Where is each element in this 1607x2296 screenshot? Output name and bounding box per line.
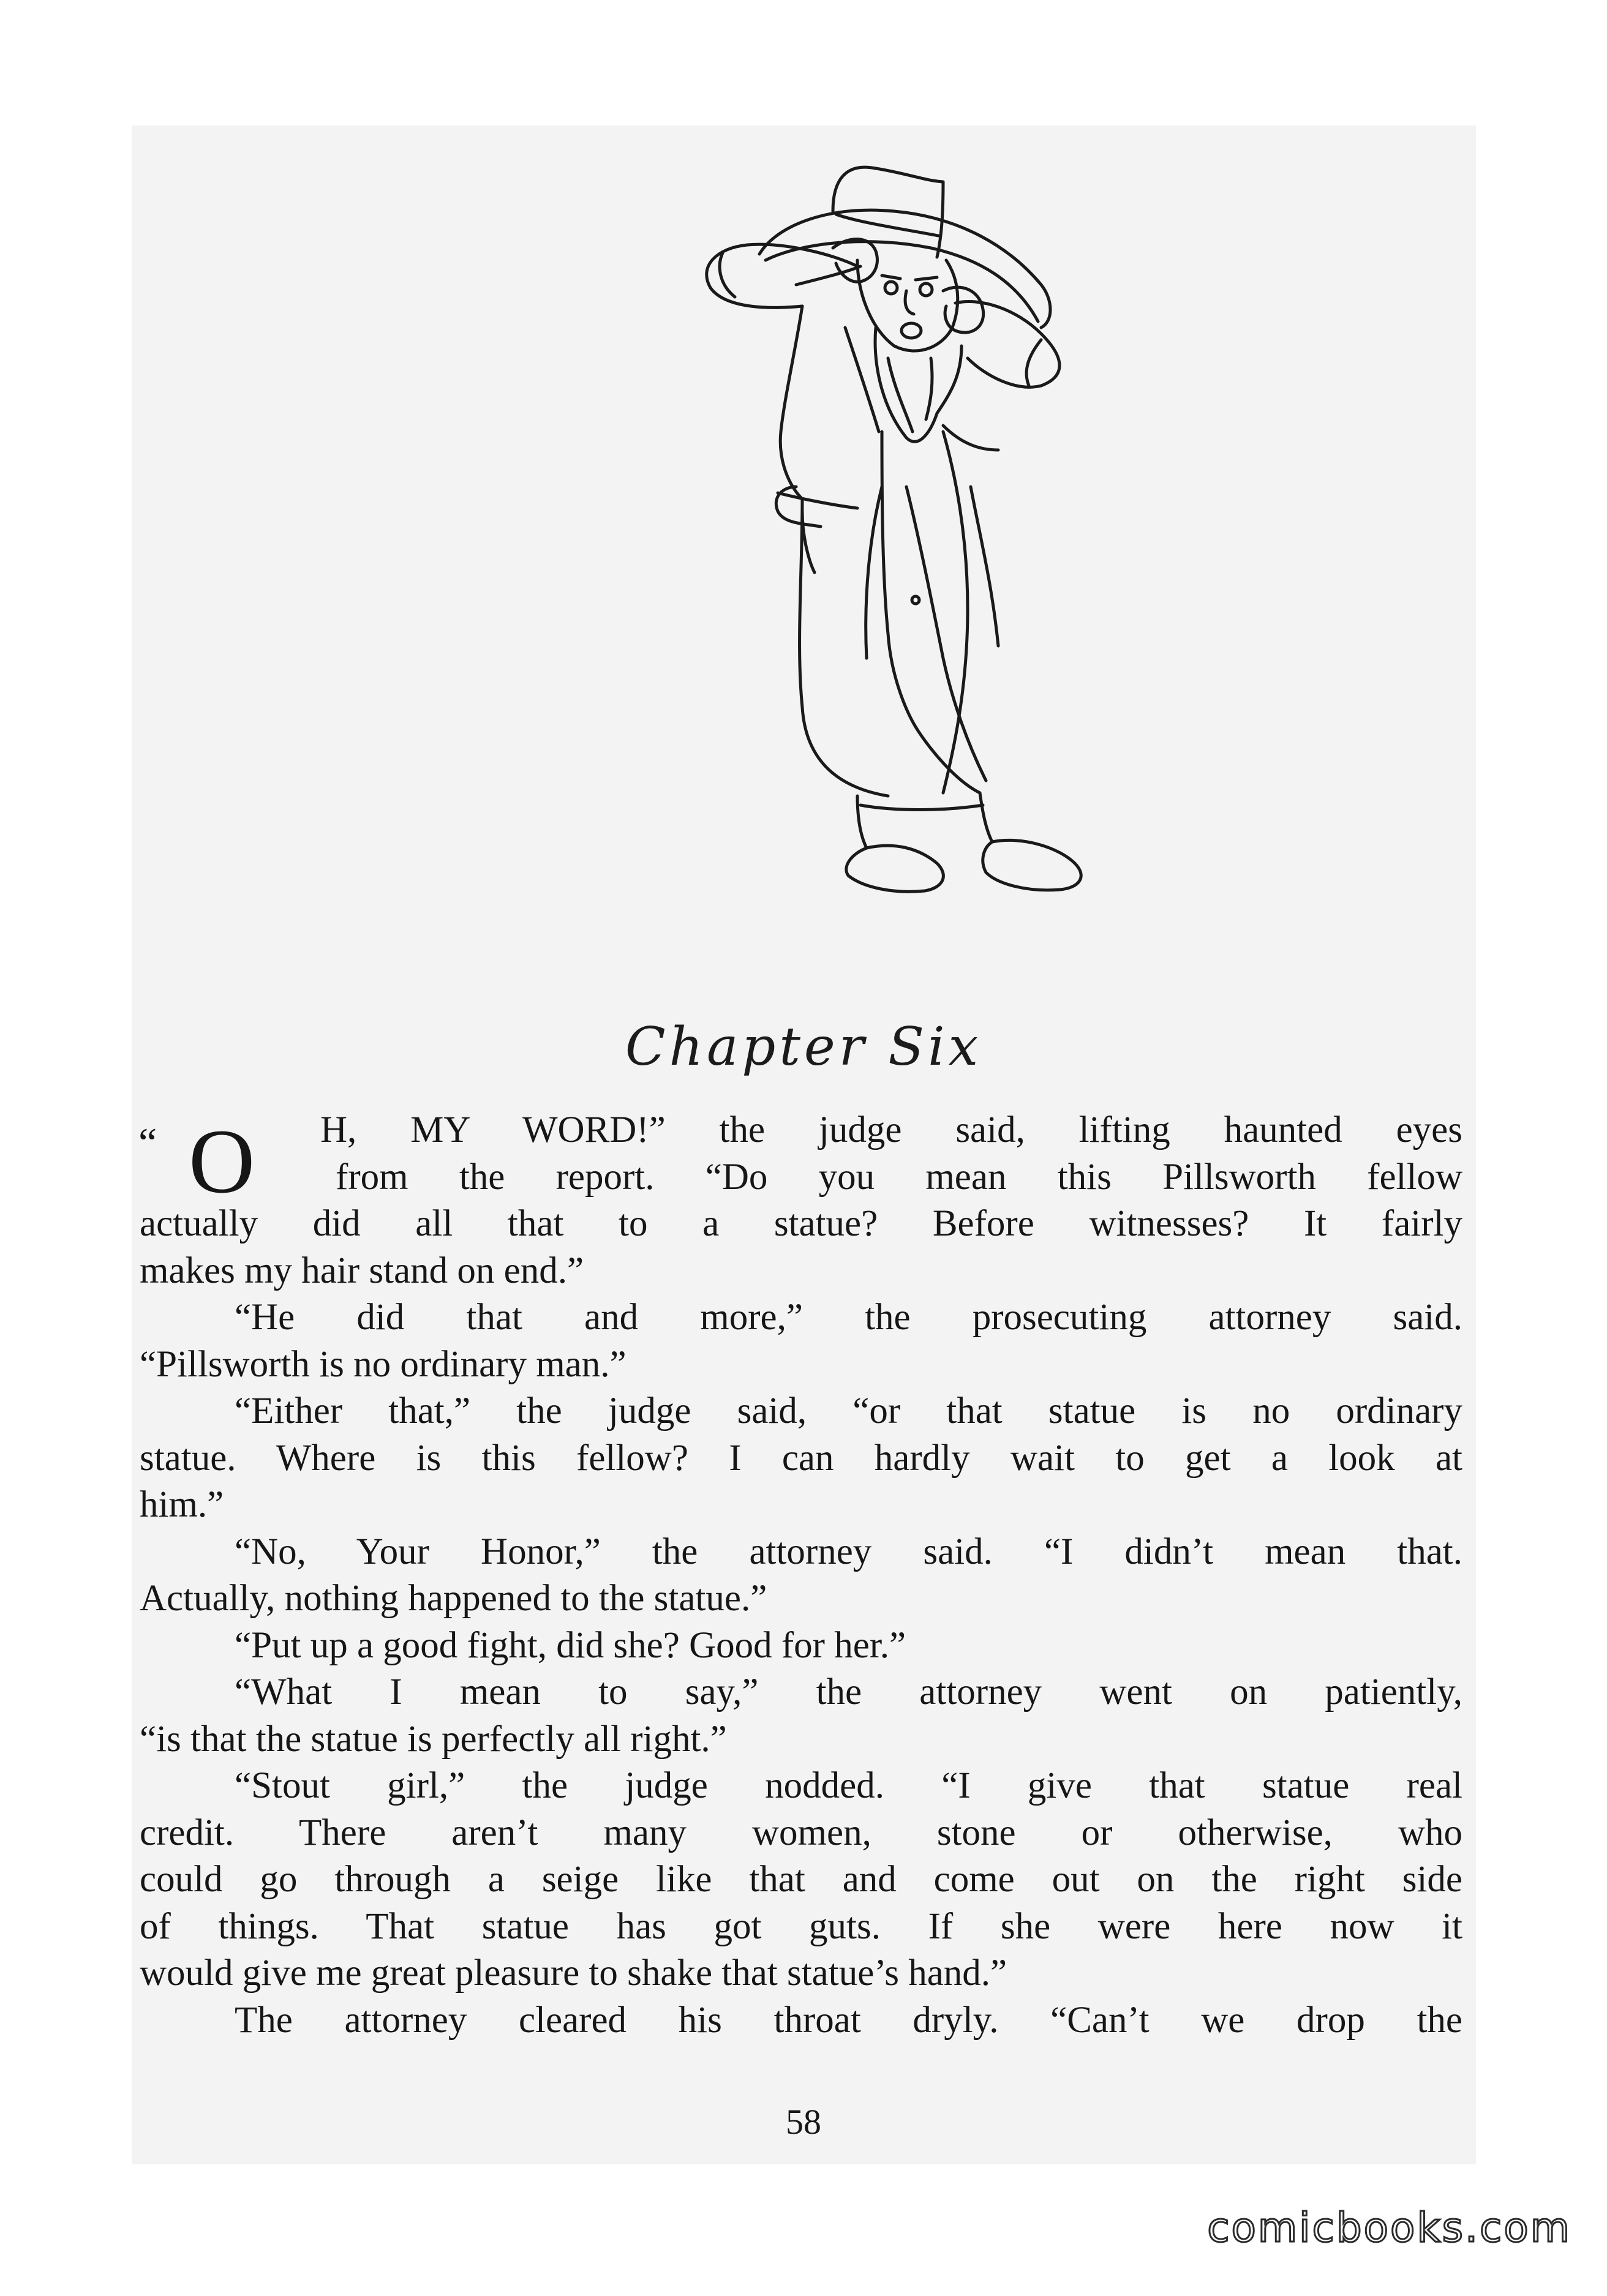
text-line: makes my hair stand on end.” [140,1250,584,1291]
body-text [140,1107,1462,2044]
old-man-plugging-ears-icon [514,144,1096,977]
text-line: statue. Where is this fellow? I can hardly wait to get a look at [140,1437,1462,1479]
text-line: “Pillsworth is no ordinary man.” [140,1343,627,1385]
opening-quote: “ [138,1119,155,1166]
text-line: “He did that and more,” the prosecuting attorney said. [235,1297,1462,1338]
text-line: Actually, nothing happened to the statue.” [140,1578,767,1619]
text-line: could go through a seige like that and come out on the right side [140,1859,1462,1900]
chapter-title: Chapter Six [625,1016,982,1078]
text-line: of things. That statue has got guts. If she were here now it [140,1905,1462,1947]
text-line: him.” [140,1484,224,1525]
text-line: “What I mean to say,” the attorney went on patiently, [235,1671,1462,1713]
text-line: credit. There aren’t many women, stone or otherwise, who [140,1812,1462,1853]
text-line: actually did all that to a statue? Before witnesses? It fairly [140,1203,1462,1244]
text-line: The attorney cleared his throat dryly. “Can’t we drop the [235,1999,1462,2041]
text-line: “No, Your Honor,” the attorney said. “I didn’t mean that. [235,1531,1462,1572]
text-line: from the report. “Do you mean this Pillsworth fellow [336,1156,1462,1198]
drop-cap: O [189,1111,255,1212]
site-watermark: comicbooks.com [1207,2204,1571,2251]
text-line: “Put up a good fight, did she? Good for her.” [235,1624,906,1666]
page-number: 58 [786,2102,821,2142]
first-paragraph-opening [138,1107,1462,1212]
text-line: “is that the statue is perfectly all right.” [140,1718,727,1760]
text-line: H, MY WORD!” the judge said, lifting haunted eyes [320,1109,1462,1150]
text-line: “Either that,” the judge said, “or that statue is no ordinary [235,1390,1462,1431]
text-line: “Stout girl,” the judge nodded. “I give that statue real [235,1765,1462,1806]
text-line: would give me great pleasure to shake that statue’s hand.” [140,1953,1007,1994]
